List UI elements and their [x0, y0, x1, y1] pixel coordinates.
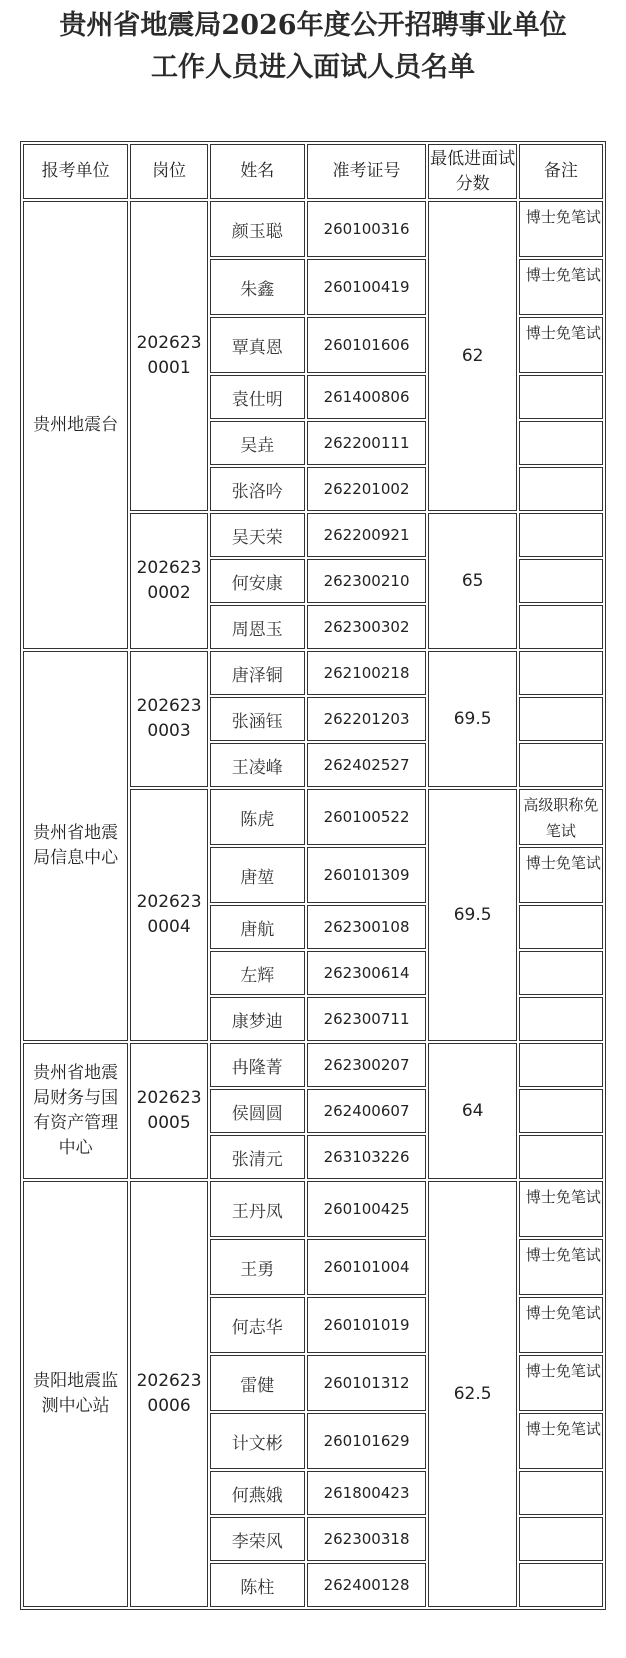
name-cell: 侯圆圆	[210, 1089, 305, 1133]
note-cell: 博士免笔试	[519, 1413, 603, 1469]
header-unit: 报考单位	[23, 144, 128, 199]
table-row	[23, 1181, 603, 1237]
note-cell	[519, 1563, 603, 1607]
name-cell: 李荣风	[210, 1517, 305, 1561]
note-cell	[519, 467, 603, 511]
ticket-cell: 262300614	[307, 951, 427, 995]
post-code-cell: 2026230002	[130, 513, 208, 649]
score-cell: 62.5	[428, 1181, 516, 1607]
header-ticket: 准考证号	[307, 144, 427, 199]
note-cell	[519, 1517, 603, 1561]
unit-cell: 贵阳地震监测中心站	[23, 1181, 128, 1607]
ticket-cell: 262300318	[307, 1517, 427, 1561]
note-cell	[519, 697, 603, 741]
note-cell	[519, 421, 603, 465]
name-cell: 覃真恩	[210, 317, 305, 373]
header-row	[23, 144, 603, 199]
ticket-cell: 262201203	[307, 697, 427, 741]
note-cell	[519, 1089, 603, 1133]
name-cell: 张涵钰	[210, 697, 305, 741]
name-cell: 王丹凤	[210, 1181, 305, 1237]
unit-cell: 贵州省地震局信息中心	[23, 651, 128, 1041]
name-cell: 冉隆菁	[210, 1043, 305, 1087]
ticket-cell: 262201002	[307, 467, 427, 511]
post-code-cell: 2026230006	[130, 1181, 208, 1607]
ticket-cell: 260100425	[307, 1181, 427, 1237]
table-row	[23, 201, 603, 257]
ticket-cell: 260100419	[307, 259, 427, 315]
note-cell: 博士免笔试	[519, 1297, 603, 1353]
name-cell: 吴垚	[210, 421, 305, 465]
score-cell: 65	[428, 513, 516, 649]
ticket-cell: 262300302	[307, 605, 427, 649]
note-cell	[519, 743, 603, 787]
note-cell	[519, 559, 603, 603]
note-cell: 博士免笔试	[519, 317, 603, 373]
name-cell: 张洛吟	[210, 467, 305, 511]
ticket-cell: 260101309	[307, 847, 427, 903]
score-cell: 64	[428, 1043, 516, 1179]
name-cell: 何志华	[210, 1297, 305, 1353]
header-post: 岗位	[130, 144, 208, 199]
header-name: 姓名	[210, 144, 305, 199]
name-cell: 张清元	[210, 1135, 305, 1179]
note-cell: 博士免笔试	[519, 201, 603, 257]
name-cell: 王凌峰	[210, 743, 305, 787]
ticket-cell: 262300207	[307, 1043, 427, 1087]
page-title-line-1: 贵州省地震局2026年度公开招聘事业单位	[59, 10, 567, 41]
note-cell	[519, 1471, 603, 1515]
note-cell	[519, 1043, 603, 1087]
score-cell: 69.5	[428, 789, 516, 1041]
ticket-cell: 262300711	[307, 997, 427, 1041]
table-row	[23, 651, 603, 695]
ticket-cell: 262400128	[307, 1563, 427, 1607]
post-code-cell: 2026230001	[130, 201, 208, 511]
ticket-cell: 260101312	[307, 1355, 427, 1411]
ticket-cell: 262100218	[307, 651, 427, 695]
ticket-cell: 262400607	[307, 1089, 427, 1133]
ticket-cell: 262300108	[307, 905, 427, 949]
unit-cell: 贵州省地震局财务与国有资产管理中心	[23, 1043, 128, 1179]
note-cell	[519, 1135, 603, 1179]
ticket-cell: 262300210	[307, 559, 427, 603]
note-cell: 博士免笔试	[519, 847, 603, 903]
note-cell: 高级职称免笔试	[519, 789, 603, 845]
name-cell: 何燕娥	[210, 1471, 305, 1515]
name-cell: 陈虎	[210, 789, 305, 845]
ticket-cell: 262402527	[307, 743, 427, 787]
note-cell	[519, 997, 603, 1041]
table-row	[23, 1043, 603, 1087]
interview-roster-table	[20, 141, 606, 1610]
name-cell: 唐泽铜	[210, 651, 305, 695]
note-cell	[519, 513, 603, 557]
name-cell: 何安康	[210, 559, 305, 603]
note-cell	[519, 375, 603, 419]
note-cell: 博士免笔试	[519, 259, 603, 315]
ticket-cell: 260100522	[307, 789, 427, 845]
ticket-cell: 261800423	[307, 1471, 427, 1515]
score-cell: 69.5	[428, 651, 516, 787]
name-cell: 康梦迪	[210, 997, 305, 1041]
ticket-cell: 260101019	[307, 1297, 427, 1353]
name-cell: 颜玉聪	[210, 201, 305, 257]
note-cell: 博士免笔试	[519, 1239, 603, 1295]
note-cell	[519, 605, 603, 649]
name-cell: 陈柱	[210, 1563, 305, 1607]
ticket-cell: 263103226	[307, 1135, 427, 1179]
ticket-cell: 260101629	[307, 1413, 427, 1469]
ticket-cell: 260101606	[307, 317, 427, 373]
note-cell: 博士免笔试	[519, 1355, 603, 1411]
name-cell: 吴天荣	[210, 513, 305, 557]
name-cell: 唐航	[210, 905, 305, 949]
ticket-cell: 260101004	[307, 1239, 427, 1295]
unit-cell: 贵州地震台	[23, 201, 128, 649]
note-cell: 博士免笔试	[519, 1181, 603, 1237]
post-code-cell: 2026230003	[130, 651, 208, 787]
note-cell	[519, 951, 603, 995]
name-cell: 袁仕明	[210, 375, 305, 419]
post-code-cell: 2026230005	[130, 1043, 208, 1179]
ticket-cell: 260100316	[307, 201, 427, 257]
name-cell: 朱鑫	[210, 259, 305, 315]
header-score: 最低进面试分数	[428, 144, 516, 199]
score-cell: 62	[428, 201, 516, 511]
name-cell: 周恩玉	[210, 605, 305, 649]
name-cell: 唐堃	[210, 847, 305, 903]
header-note: 备注	[519, 144, 603, 199]
ticket-cell: 262200921	[307, 513, 427, 557]
ticket-cell: 261400806	[307, 375, 427, 419]
post-code-cell: 2026230004	[130, 789, 208, 1041]
name-cell: 计文彬	[210, 1413, 305, 1469]
name-cell: 左辉	[210, 951, 305, 995]
note-cell	[519, 905, 603, 949]
name-cell: 王勇	[210, 1239, 305, 1295]
page-title-line-2: 工作人员进入面试人员名单	[151, 52, 475, 83]
ticket-cell: 262200111	[307, 421, 427, 465]
note-cell	[519, 651, 603, 695]
name-cell: 雷健	[210, 1355, 305, 1411]
